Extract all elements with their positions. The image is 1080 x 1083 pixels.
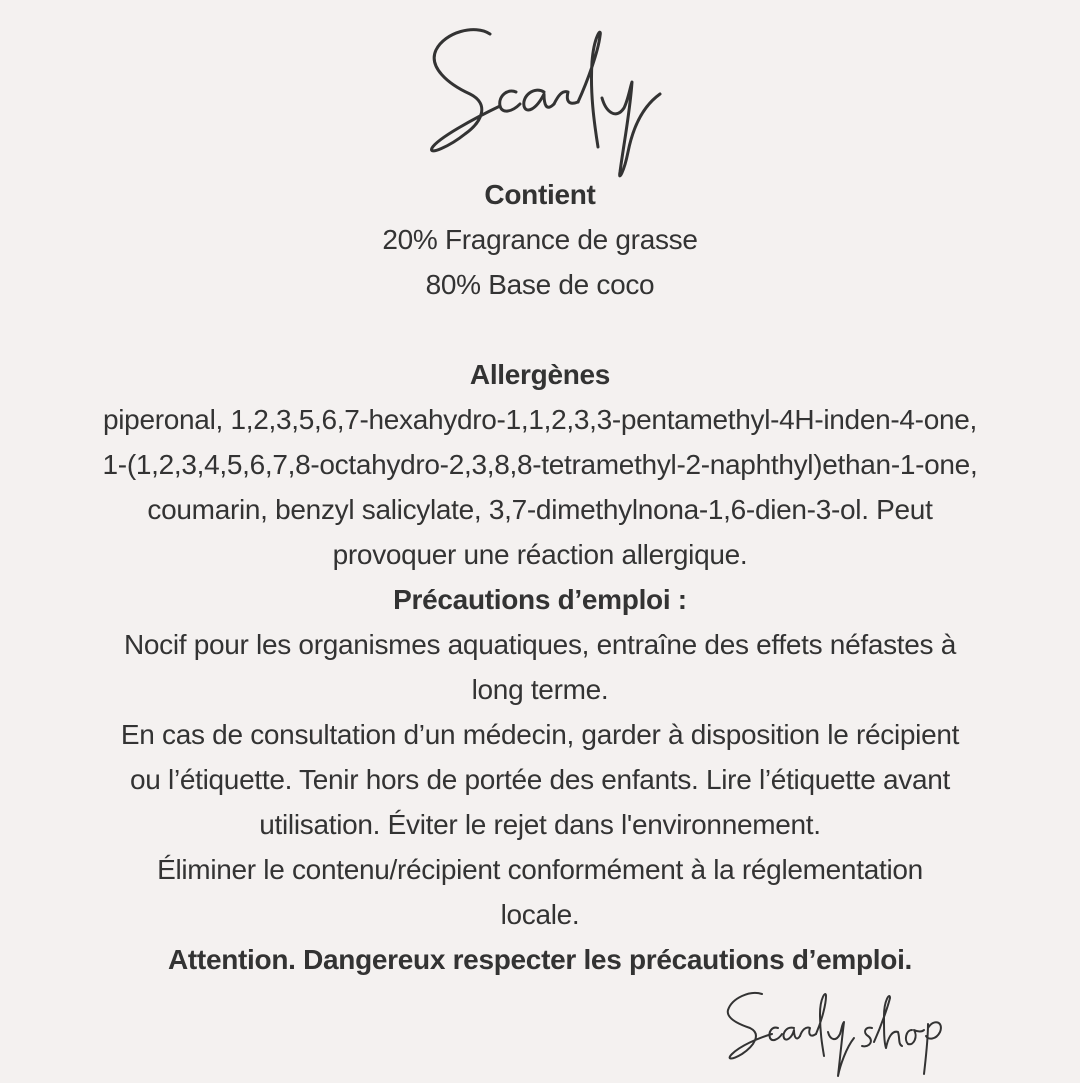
precautions-line: Éliminer le contenu/récipient conformément à la réglementation — [157, 854, 923, 885]
allergenes-line: coumarin, benzyl salicylate, 3,7-dimethylnona-1,6-dien-3-ol. Peut — [147, 494, 933, 525]
section-spacer — [30, 307, 1050, 352]
allergenes-line: piperonal, 1,2,3,5,6,7-hexahydro-1,1,2,3,3-pentamethyl-4H-inden-4-one, — [102, 404, 977, 435]
precautions-line: Nocif pour les organismes aquatiques, entraîne des effets néfastes à — [123, 629, 957, 660]
allergenes-heading: Allergènes — [469, 359, 611, 390]
precautions-line: utilisation. Éviter le rejet dans l'environnement. — [259, 809, 821, 840]
allergenes-line: 1-(1,2,3,4,5,6,7,8-octahydro-2,3,8,8-tetramethyl-2-naphthyl)ethan-1-one, — [102, 449, 978, 480]
signature-script-icon — [722, 988, 942, 1078]
brand-logo — [420, 22, 670, 182]
label-content — [30, 172, 1050, 982]
signature — [722, 988, 942, 1078]
precautions-line: locale. — [500, 899, 580, 930]
precautions-line: long terme. — [471, 674, 609, 705]
composition-fragrance: 20% Fragrance de grasse — [382, 224, 698, 255]
precautions-heading: Précautions d’emploi : — [393, 584, 687, 615]
allergenes-line: provoquer une réaction allergique. — [332, 539, 748, 570]
precautions-line: ou l’étiquette. Tenir hors de portée des enfants. Lire l’étiquette avant — [130, 764, 950, 795]
warning-text: Attention. Dangereux respecter les précautions d’emploi. — [167, 944, 913, 975]
contient-heading: Contient — [484, 179, 596, 210]
precautions-line: En cas de consultation d’un médecin, garder à disposition le récipient — [120, 719, 960, 750]
composition-base: 80% Base de coco — [425, 269, 655, 300]
script-logo-icon — [420, 22, 670, 182]
